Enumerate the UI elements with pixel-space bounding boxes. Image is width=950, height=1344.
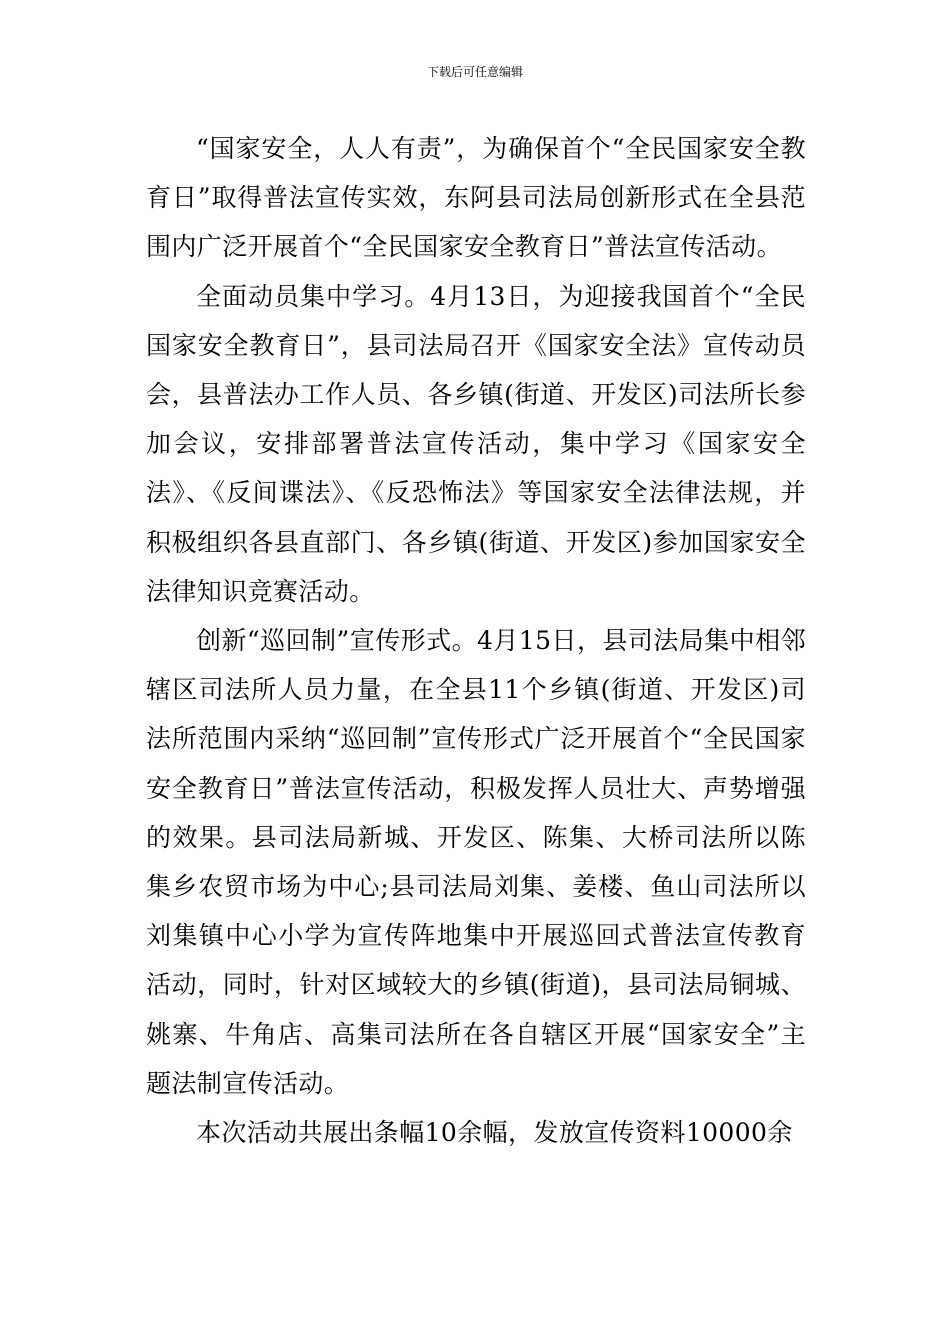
document-body: [146, 124, 806, 1157]
page-header: 下载后可任意编辑: [426, 65, 523, 79]
paragraph-summary: 本次活动共展出条幅10余幅，发放宣传资料10000余: [196, 1118, 793, 1148]
paragraph-mobilization: 全面动员集中学习。4月13日，为迎接我国首个“全民国家安全教育日”，县司法局召开《国家安全法》宣传动员会，县普法办工作人员、各乡镇(街道、开发区)司法所长参加会议，安排部署普法宣传活动，集中学习《国家安全法》、《反间谍法》、《反恐怖法》等国家安全法律法规，并积极组织各县直部门、各乡镇(街道、开发区)参加国家安全法律知识竞赛活动。: [146, 281, 806, 606]
paragraph-touring-campaign: 创新“巡回制”宣传形式。4月15日，县司法局集中相邻辖区司法所人员力量，在全县11个乡镇(街道、开发区)司法所范围内采纳“巡回制”宣传形式广泛开展首个“全民国家安全教育日”普法宣传活动，积极发挥人员壮大、声势增强的效果。县司法局新城、开发区、陈集、大桥司法所以陈集乡农贸市场为中心;县司法局刘集、姜楼、鱼山司法所以刘集镇中心小学为宣传阵地集中开展巡回式普法宣传教育活动，同时，针对区域较大的乡镇(街道)，县司法局铜城、姚寨、牛角店、高集司法所在各自辖区开展“国家安全”主题法制宣传活动。: [146, 626, 806, 1098]
paragraph-intro: “国家安全，人人有责”，为确保首个“全民国家安全教育日”取得普法宣传实效，东阿县司法局创新形式在全县范围内广泛开展首个“全民国家安全教育日”普法宣传活动。: [146, 134, 806, 262]
